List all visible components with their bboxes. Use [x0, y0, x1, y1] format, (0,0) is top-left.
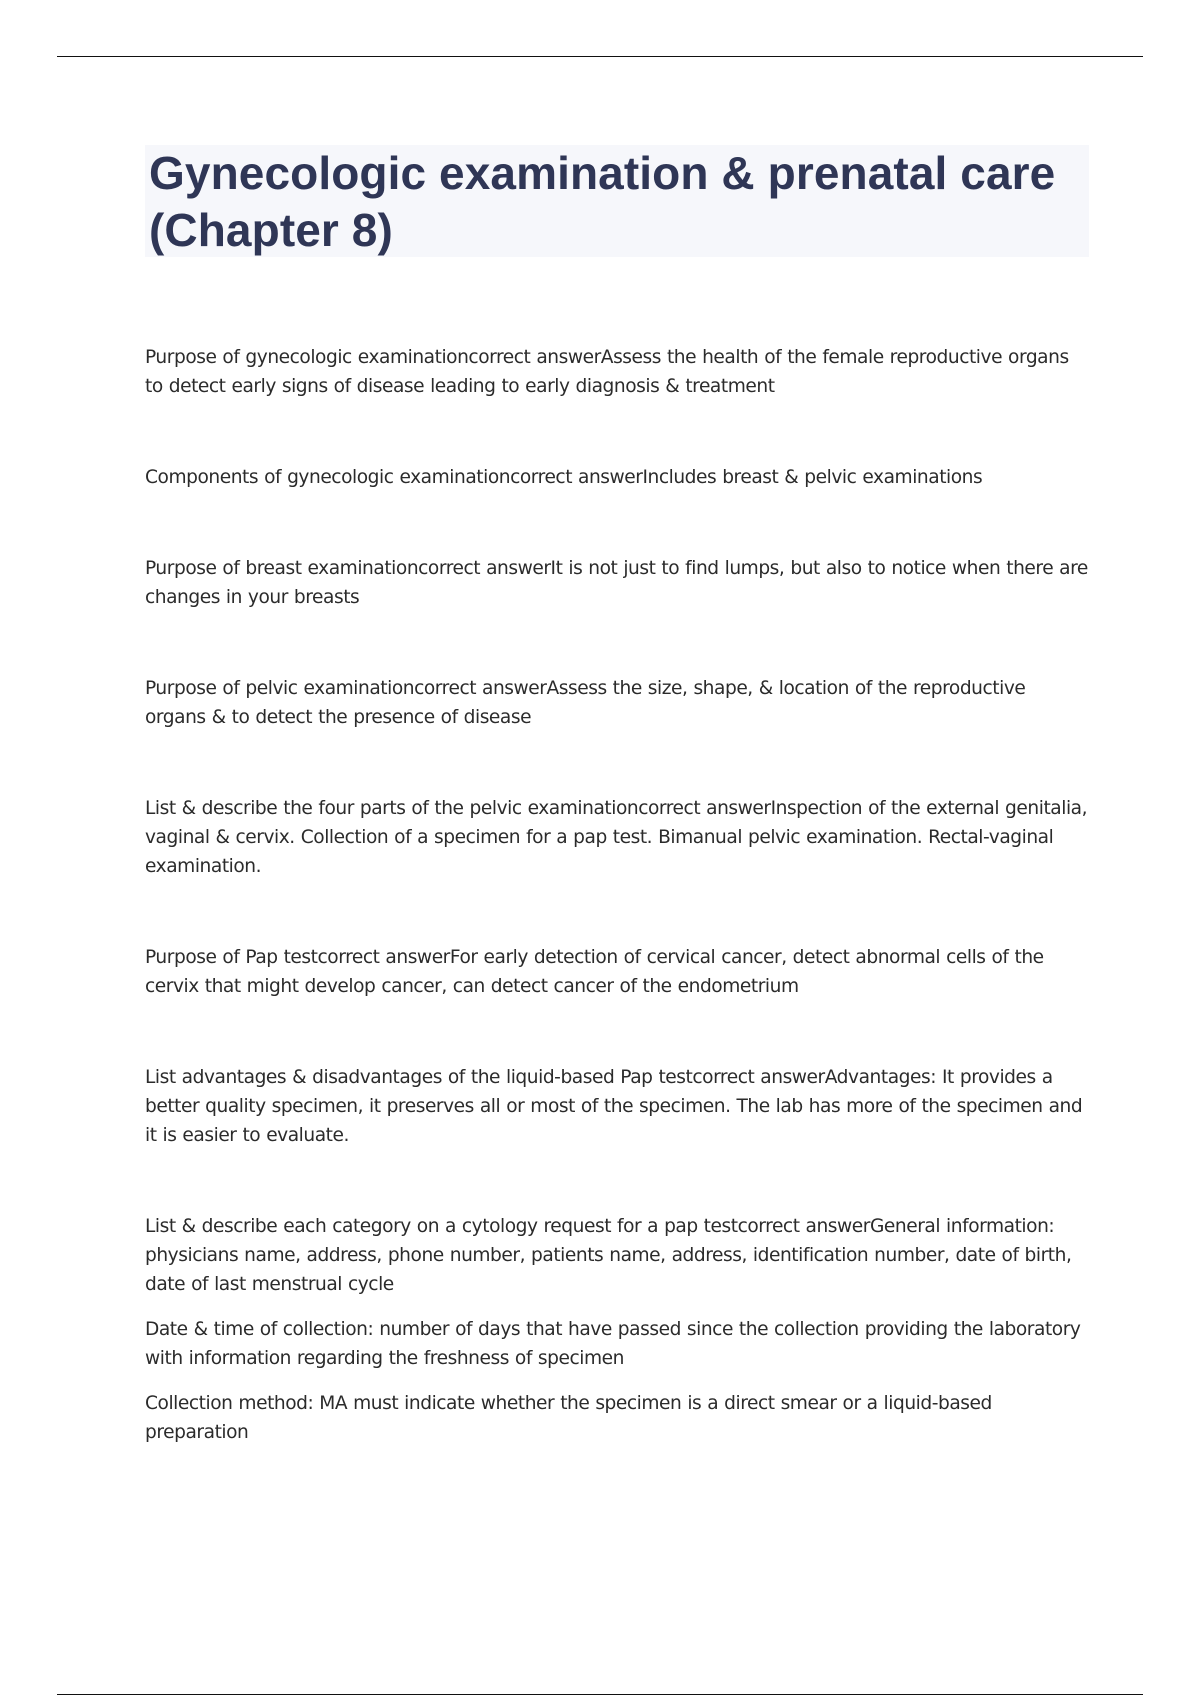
qa-entry: Purpose of breast examinationcorrect answerIt is not just to find lumps, but also to notice when there are changes in your breasts	[145, 558, 1088, 608]
qa-entry: Purpose of pelvic examinationcorrect answerAssess the size, shape, & location of the reproductive organs & to detect the presence of disease	[145, 678, 1026, 728]
qa-entry: List advantages & disadvantages of the liquid-based Pap testcorrect answerAdvantages: It provides a better quality specimen, it preserves all or most of the specimen. The lab has more of the specimen and it is easier to evaluate.	[145, 1067, 1083, 1146]
qa-continuation: Date & time of collection: number of days that have passed since the collection providing the laboratory with information regarding the freshness of specimen	[145, 1319, 1081, 1369]
page-title: Gynecologic examination & prenatal care (Chapter 8)	[149, 147, 1056, 256]
bottom-divider	[57, 1694, 1143, 1695]
qa-entry: Purpose of gynecologic examinationcorrect answerAssess the health of the female reproductive organs to detect early signs of disease leading to early diagnosis & treatment	[145, 347, 1069, 397]
qa-entry: List & describe the four parts of the pelvic examinationcorrect answerInspection of the external genitalia, vaginal & cervix. Collection of a specimen for a pap test. Bimanual pelvic examination. Rectal-vaginal examination.	[145, 798, 1088, 877]
title-banner	[145, 145, 1089, 257]
qa-entry: Components of gynecologic examinationcorrect answerIncludes breast & pelvic examinations	[145, 467, 983, 488]
qa-entry: List & describe each category on a cytology request for a pap testcorrect answerGeneral information: physicians name, address, phone number, patients name, address, identification number, date of birth, date of last menstrual cycle	[145, 1216, 1072, 1295]
top-divider	[57, 56, 1143, 57]
flashcard-list	[145, 343, 1090, 1447]
qa-continuation: Collection method: MA must indicate whether the specimen is a direct smear or a liquid-based preparation	[145, 1393, 992, 1443]
qa-entry: Purpose of Pap testcorrect answerFor early detection of cervical cancer, detect abnormal cells of the cervix that might develop cancer, can detect cancer of the endometrium	[145, 947, 1044, 997]
